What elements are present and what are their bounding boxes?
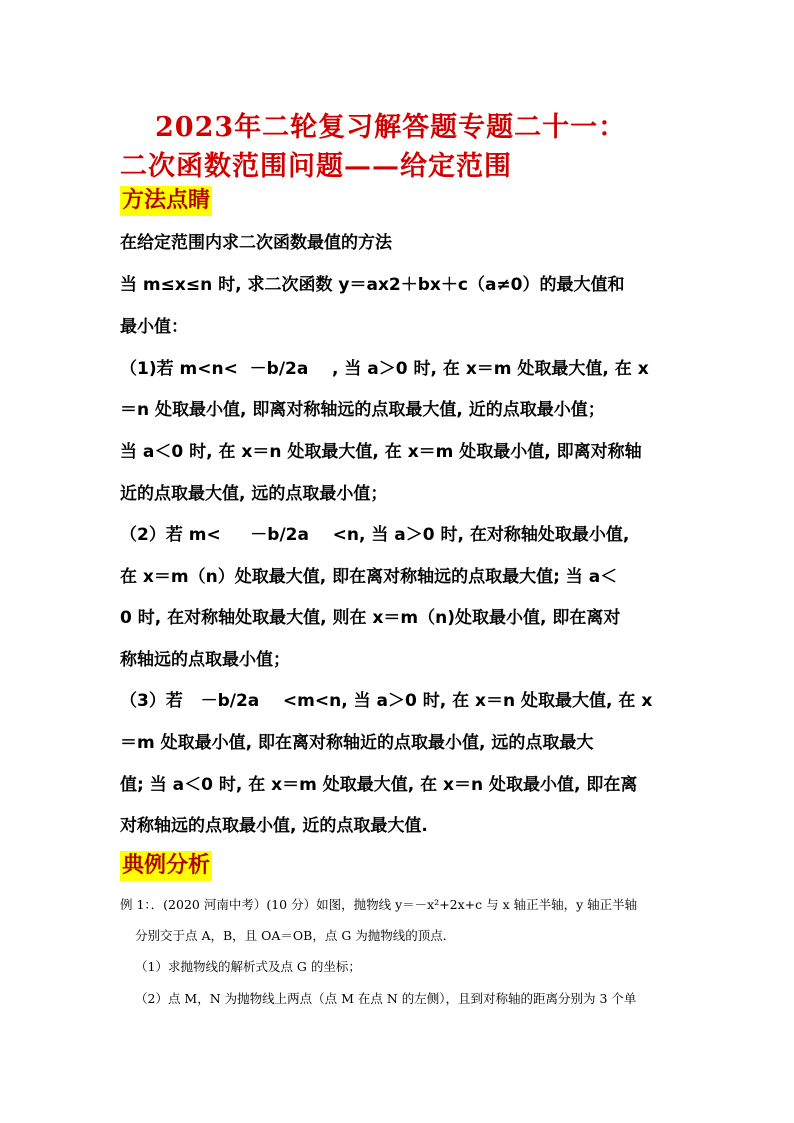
example-line: （2）点 M，N 为抛物线上两点（点 M 在点 N 的左侧），且到对称轴的距离分别为 3 个单 bbox=[135, 991, 637, 1006]
method-line: 最小值： bbox=[120, 317, 188, 337]
method-line: 当 a＜0 时, 在 x＝n 处取最大值, 在 x＝m 处取最小值, 即离对称轴 bbox=[120, 442, 642, 462]
title-line-1: 2023年二轮复习解答题专题二十一： bbox=[155, 112, 627, 143]
method-line: （3）若 －b/2a <m<n, 当 a＞0 时, 在 x＝n 处取最大值, 在 x bbox=[120, 691, 653, 711]
method-line: 值; 当 a＜0 时, 在 x＝m 处取最大值, 在 x＝n 处取最小值, 即在离 bbox=[120, 775, 638, 795]
method-line: ＝m 处取最小值, 即在离对称轴近的点取最小值, 远的点取最大 bbox=[120, 733, 594, 753]
method-line: 在给定范围内求二次函数最值的方法 bbox=[120, 233, 392, 253]
method-line: （2）若 m< －b/2a <n, 当 a＞0 时, 在对称轴处取最小值, bbox=[120, 525, 630, 545]
example-line: 例 1：．(2020 河南中考）(10 分）如图，抛物线 y＝－x²+2x+c 与 x 轴正半轴，y 轴正半轴 bbox=[120, 897, 638, 912]
method-line: 当 m≤x≤n 时, 求二次函数 y＝ax2＋bx＋c（a≠0）的最大值和 bbox=[120, 275, 625, 295]
method-line: ＝n 处取最小值, 即离对称轴远的点取最大值, 近的点取最小值； bbox=[120, 400, 605, 420]
method-line: 近的点取最大值, 远的点取最小值； bbox=[120, 484, 388, 504]
section-heading-example: 典例分析 bbox=[120, 851, 212, 881]
example-line: 分别交于点 A，B，且 OA＝OB，点 G 为抛物线的顶点． bbox=[135, 928, 456, 943]
method-line: 对称轴远的点取最小值, 近的点取最大值. bbox=[120, 816, 428, 836]
method-line: 0 时, 在对称轴处取最大值, 则在 x＝m（n)处取最小值, 即在离对 bbox=[120, 608, 621, 628]
method-line: （1)若 m<n< －b/2a , 当 a＞0 时, 在 x＝m 处取最大值, 在 x bbox=[120, 359, 649, 379]
method-line: 在 x＝m（n）处取最大值, 即在离对称轴远的点取最大值; 当 a＜ bbox=[120, 567, 618, 587]
title-line-2: 二次函数范围问题——给定范围 bbox=[120, 151, 512, 182]
section-heading-method: 方法点睛 bbox=[120, 186, 212, 216]
example-line: （1）求抛物线的解析式及点 G 的坐标； bbox=[135, 959, 361, 974]
method-line: 称轴远的点取最小值； bbox=[120, 650, 290, 670]
